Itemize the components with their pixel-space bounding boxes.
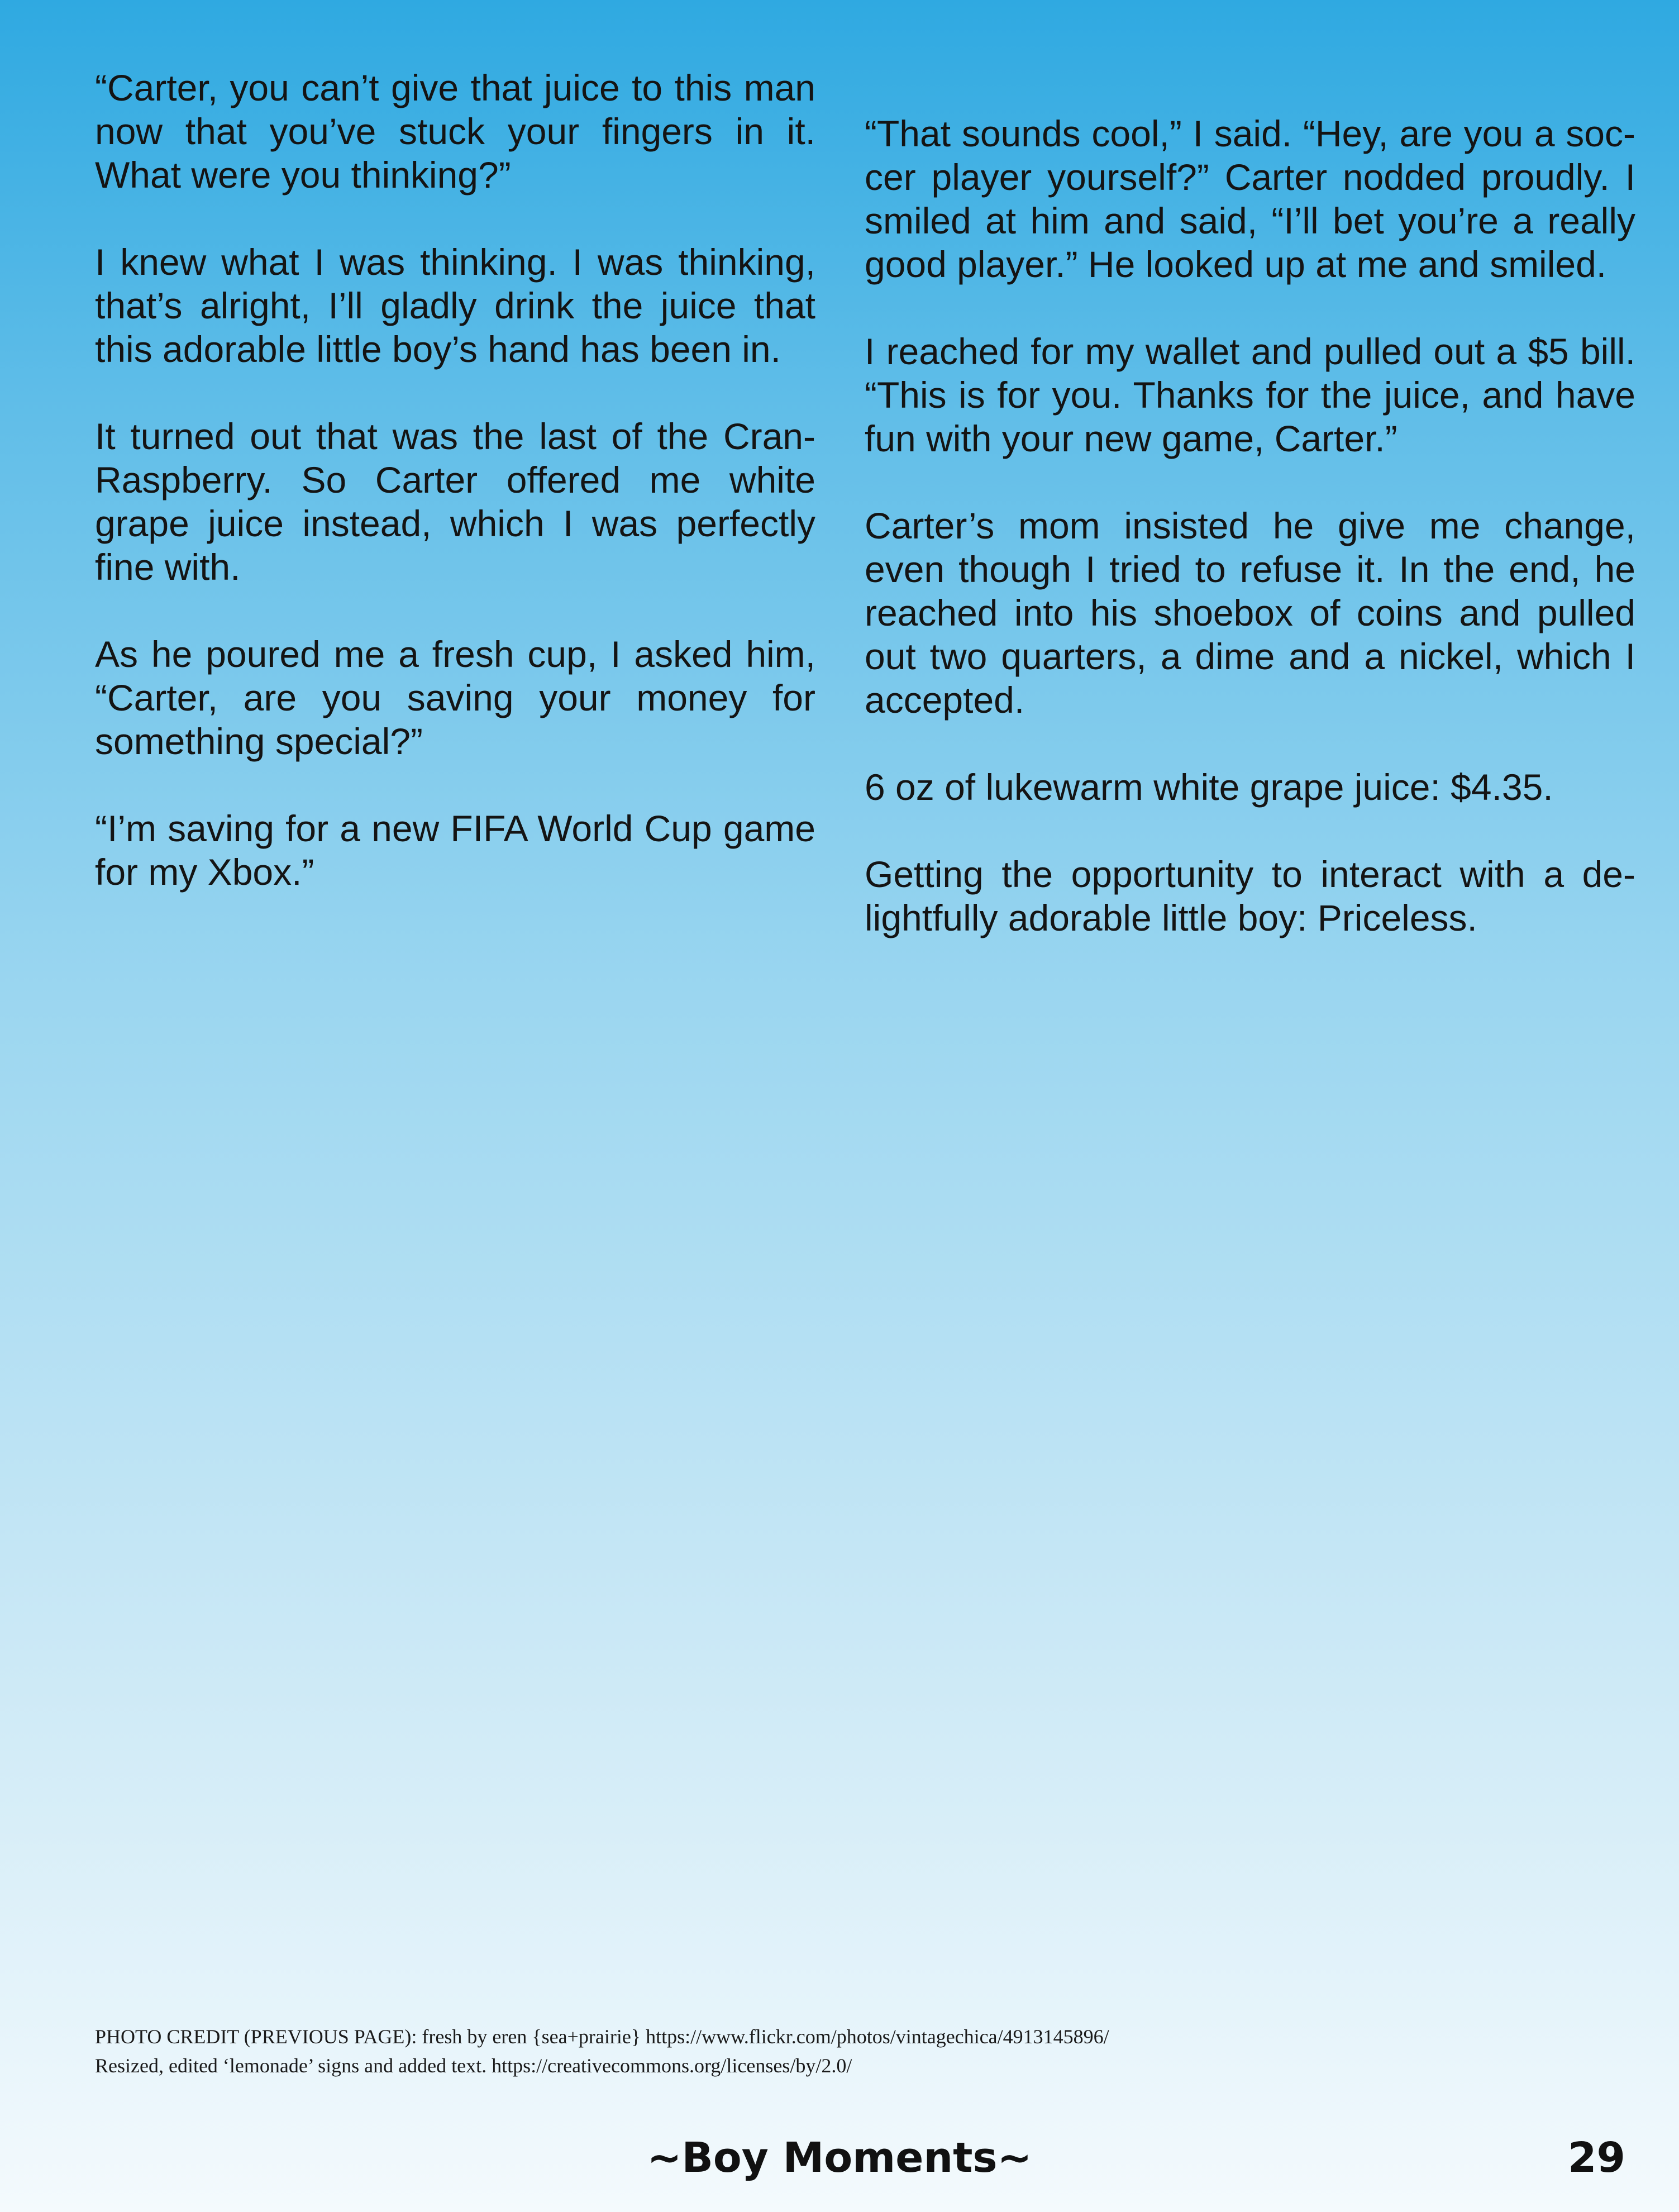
paragraph: Carter’s mom insisted he give me change, even though I tried to refuse it. In the end, he reached into his shoebox of coins and pulled out two quarters, a dime and a nickel, which I accepted. — [865, 505, 1635, 721]
footer-title: ~Boy Moments~ — [647, 2134, 1032, 2182]
page-number: 29 — [1568, 2134, 1625, 2182]
photo-credit-line: Resized, edited ‘lemonade’ signs and added text. https://creativecommons.org/licenses/by/2.0/ — [95, 2054, 852, 2077]
paragraph: Getting the opportunity to interact with a de-lightfully adorable little boy: Priceless. — [865, 854, 1635, 938]
left-column — [95, 66, 815, 937]
paragraph: 6 oz of lukewarm white grape juice: $4.35. — [865, 766, 1553, 808]
photo-credit-line: PHOTO CREDIT (PREVIOUS PAGE): fresh by eren {sea+prairie} https://www.flickr.com/photos/vintagechica/4913145896/ — [95, 2025, 1109, 2048]
paragraph: I reached for my wallet and pulled out a $5 bill. “This is for you. Thanks for the juice, and have fun with your new game, Carter.” — [865, 331, 1635, 459]
paragraph: As he poured me a fresh cup, I asked him, “Carter, are you saving your money for something special?” — [95, 633, 815, 762]
paragraph: “Carter, you can’t give that juice to this man now that you’ve stuck your fingers in it. What were you thinking?” — [95, 67, 815, 196]
right-column — [865, 112, 1635, 983]
paragraph: “That sounds cool,” I said. “Hey, are you a soc-cer player yourself?” Carter nodded proudly. I smiled at him and said, “I’ll bet you’re a really good player.” He looked up at me and smiled. — [865, 113, 1635, 285]
paragraph: It turned out that was the last of the Cran-Raspberry. So Carter offered me white grape juice instead, which I was perfectly fine with. — [95, 416, 815, 588]
photo-credit — [95, 2022, 1603, 2080]
paragraph: “I’m saving for a new FIFA World Cup game for my Xbox.” — [95, 808, 815, 893]
paragraph: I knew what I was thinking. I was thinking, that’s alright, I’ll gladly drink the juice that this adorable little boy’s hand has been in. — [95, 241, 815, 370]
